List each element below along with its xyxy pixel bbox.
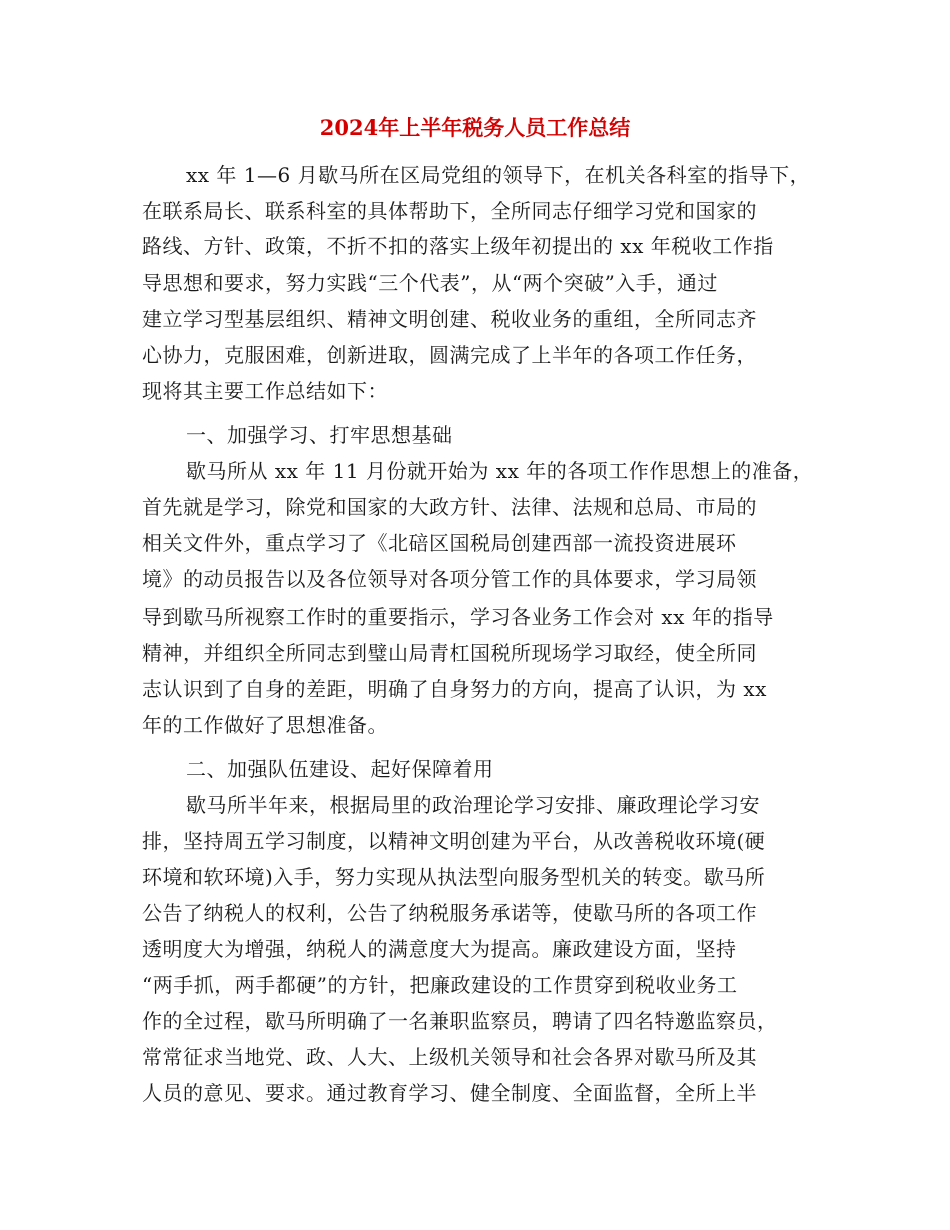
paragraph-line: 建立学习型基层组织、精神文明创建、税收业务的重组，全所同志齐 xyxy=(142,307,757,331)
paragraph-line: 歇马所半年来，根据局里的政治理论学习安排、廉政理论学习安 xyxy=(186,793,760,817)
paragraph-line: 精神，并组织全所同志到璧山局青杠国税所现场学习取经，使全所同 xyxy=(142,641,757,665)
paragraph-line: 歇马所从 xx 年 11 月份就开始为 xx 年的各项工作作思想上的准备， xyxy=(186,459,814,483)
paragraph-line: 人员的意见、要求。通过教育学习、健全制度、全面监督，全所上半 xyxy=(142,1081,757,1105)
paragraph-line: 透明度大为增强，纳税人的满意度大为提高。廉政建设方面，坚持 xyxy=(142,937,737,961)
paragraph-line: 年的工作做好了思想准备。 xyxy=(142,713,388,737)
paragraph-line: 环境和软环境)入手，努力实现从执法型向服务型机关的转变。歇马所 xyxy=(142,865,766,889)
paragraph-line: 排，坚持周五学习制度，以精神文明创建为平台，从改善税收环境(硬 xyxy=(142,829,766,853)
paragraph-line: 现将其主要工作总结如下： xyxy=(142,379,388,403)
paragraph-line: 首先就是学习，除党和国家的大政方针、法律、法规和总局、市局的 xyxy=(142,495,757,519)
paragraph-line: “两手抓，两手都硬”的方针，把廉政建设的工作贯穿到税收业务工 xyxy=(142,973,738,997)
paragraph-line: 导到歇马所视察工作时的重要指示，学习各业务工作会对 xx 年的指导 xyxy=(142,605,774,629)
section-heading: 一、加强学习、打牢思想基础 xyxy=(186,423,453,447)
document-title: 2024年上半年税务人员工作总结 xyxy=(319,115,631,140)
paragraph-line: 相关文件外，重点学习了《北碚区国税局创建西部一流投资进展环 xyxy=(142,531,737,555)
paragraph-line: 志认识到了自身的差距，明确了自身努力的方向，提高了认识，为 xx xyxy=(142,677,767,701)
paragraph-line: 心协力，克服困难，创新进取，圆满完成了上半年的各项工作任务， xyxy=(142,343,757,367)
paragraph-line: 公告了纳税人的权利，公告了纳税服务承诺等，使歇马所的各项工作 xyxy=(142,901,757,925)
paragraph-line: 常常征求当地党、政、人大、上级机关领导和社会各界对歇马所及其 xyxy=(142,1045,757,1069)
paragraph-line: 境》的动员报告以及各位领导对各项分管工作的具体要求，学习局领 xyxy=(142,567,757,591)
section-heading: 二、加强队伍建设、起好保障着用 xyxy=(186,757,494,781)
paragraph-line: 导思想和要求，努力实践“三个代表”，从“两个突破”入手，通过 xyxy=(142,271,718,295)
paragraph-line: 路线、方针、政策，不折不扣的落实上级年初提出的 xx 年税收工作指 xyxy=(142,234,774,258)
paragraph-line: 作的全过程，歇马所明确了一名兼职监察员，聘请了四名特邀监察员， xyxy=(142,1009,778,1033)
paragraph-line: 在联系局长、联系科室的具体帮助下，全所同志仔细学习党和国家的 xyxy=(142,199,757,223)
paragraph-line: xx 年 1—6 月歇马所在区局党组的领导下，在机关各科室的指导下， xyxy=(186,163,811,187)
